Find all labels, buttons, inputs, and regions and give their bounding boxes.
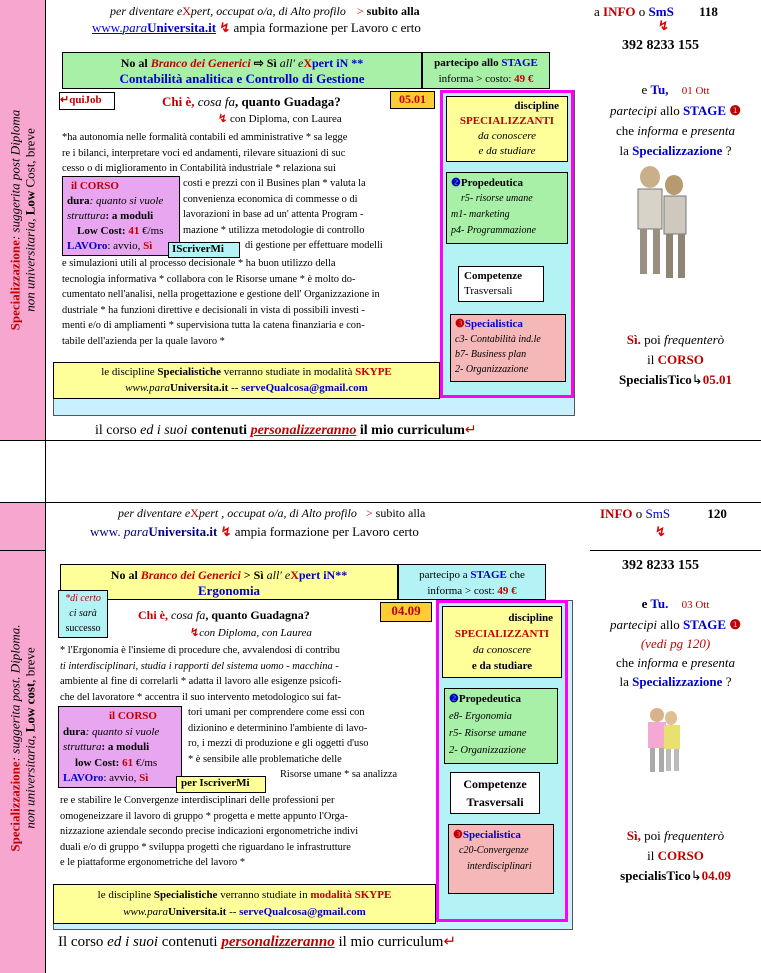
lightning-icon: ↯ xyxy=(190,627,200,639)
card2-code-badge: 04.09 xyxy=(380,602,432,622)
column-divider xyxy=(45,0,46,973)
iscrivermi-button[interactable]: per IscriverMi xyxy=(176,776,266,793)
card2-side-label: Specializzazione: suggerita post. Diploma. non universitaria, Low cost, breve xyxy=(7,623,38,852)
card1-body-middle: costi e prezzi con il Busines plan * valuta la convenienza economica di commesse o di lavorazioni in base ad un' attenta Program - mazione * utilizza metodologie di controllo di gestione per effettuare modelli xyxy=(183,178,383,251)
card1-si-text: Sì. poi frequenterò il CORSO SpecialisTico↳05.01 xyxy=(619,332,732,387)
card2-body-top: * l'Ergonomia è l'insieme di procedure che, avvalendosi di contribu ti interdisciplinari, studia i rapporti del sistema uomo - macchina - ambiente al fine di correlarli * adatta il lavoro alle esigenze psicofi- che del lavoratore * accentra il suo intervento metodologico sui fat- xyxy=(60,645,342,703)
card1-header-line2: www.paraUniversita.it ↯ ampia formazione per Lavoro c erto xyxy=(92,20,421,35)
card2-title-box: No al Branco dei Generici > Sì all' eXpert iN** Ergonomia xyxy=(60,564,398,600)
card2-dicerto-box: *di certo ci sarà successo xyxy=(58,590,108,638)
card2-si-text: Sì, poi frequenterò il CORSO specialisTico↳04.09 xyxy=(620,828,731,883)
card1-side-label: Specializzazione: suggerita post Diploma non universitaria, Low Cost, breve xyxy=(7,109,38,331)
card1-site-link[interactable]: www.paraUniversita.it xyxy=(92,20,217,35)
card1-body-bottom: e simulazioni utili al processo decisionale * ha buon utilizzo della tecnologia informativa * collabora con le Risorse umane * è molto do- cumentato nell'analisi, nella progettazione e gestione dell' Organizzazione in dustriale * ha funzioni direttive e decisionali in vista di possibili investi - menti e/o di ampliamenti * supervisiona tutta la catena finanziaria e con- tabile dell'azienda per la quale lavoro * xyxy=(62,258,380,347)
card2-specialistica-box: ❸Specialistica c20-Convergenze interdisciplinari xyxy=(448,824,554,894)
iscrivermi-button[interactable]: IScriverMi xyxy=(168,242,240,258)
card1-right-text: e Tu, 01 Ott partecipi allo STAGE ❶ che informa e presenta la Specializzazione ? xyxy=(610,82,741,158)
card2-stage-box: partecipo a STAGE che informa > cost: 49 € xyxy=(398,564,546,600)
card2-phone: 392 8233 155 xyxy=(622,558,699,573)
card2-question: Chi è, cosa fa, quanto Guadagna? xyxy=(138,608,310,622)
card2-body-bottom: re e stabilire le Convergenze interdisciplinari delle professioni per omogeneizzare il lavoro di gruppo * progetta e mette appunto l'Orga- nizzazione aziendale secondo precise indicazioni ergonometriche indivi duali e/o di gruppo * sviluppa progetti che riguardano le infrastrutture e le piattaforme ergonometriche del lavoro * xyxy=(60,795,359,868)
email-link[interactable]: serveQualcosa@gmail.com xyxy=(241,382,368,394)
card1-title-box: No al Branco dei Generici ⇨ Sì all' eXpert iN ** Contabilità analitica e Controllo di Gestione xyxy=(62,52,422,89)
quijob-link[interactable]: ↵quiJob xyxy=(59,92,115,110)
card2-competenze-box: Competenze Trasversali xyxy=(450,772,540,814)
lightning-icon: ↯ xyxy=(658,18,669,33)
email-link[interactable]: serveQualcosa@gmail.com xyxy=(239,906,366,918)
card2-right-text: e Tu. 03 Ott partecipi allo STAGE ❶ (vedi pg 120) che informa e presenta la Specializzazione ? xyxy=(610,596,741,689)
lightning-icon: ↯ xyxy=(218,113,228,125)
card1-competenze-box: Competenze Trasversali xyxy=(458,266,544,302)
badge-icon: ❶ xyxy=(729,617,741,632)
card1-stage-box: partecipo allo STAGE informa > costo: 49 € xyxy=(422,52,550,89)
card2-discipline-box: discipline SPECIALIZZANTI da conoscere e da studiare xyxy=(442,606,562,678)
card2-subtitle: ↯con Diploma, con Laurea xyxy=(190,627,312,639)
card1-subtitle: ↯ con Diploma, con Laurea xyxy=(218,113,342,125)
right-tick xyxy=(590,550,761,551)
card2-header-line2: www. paraUniversita.it ↯ ampia formazione per Lavoro certo xyxy=(90,524,419,539)
card2-header-line1: per diventare eXpert , occupat o/a, di Alto profilo > subito alla xyxy=(118,506,426,520)
card1-discipline-box: discipline SPECIALIZZANTI da conoscere e da studiare xyxy=(446,96,568,162)
card-separator-top xyxy=(0,440,761,441)
card1-footer: il corso ed i suoi contenuti personalizzeranno il mio curriculum↵ xyxy=(95,423,477,438)
card1-info-line: a INFO o SmS 118 xyxy=(594,4,718,19)
card1-propedeutica-box: ❷Propedeutica r5- risorse umane m1- marketing p4- Programmazione xyxy=(446,172,568,244)
lightning-icon: ↯ xyxy=(219,20,231,35)
card2-info-line: INFO o SmS 120 xyxy=(600,506,727,521)
card1-body-top: *ha autonomia nelle formalità contabili ed amministrative * sa legge re i bilanci, interpretare voci ed andamenti, rilevare situazioni di suc cesso o di miglioramento in Contabilità industriale * relaziona sui xyxy=(62,132,348,174)
lightning-icon: ↯ xyxy=(655,524,666,539)
figures-illustration xyxy=(626,163,696,288)
card2-body-middle: tori umani per comprendere come essi con dizionino e determinino l'ambiente di lavo- ro, i mezzi di produzione e gli oggetti d'uso * è sensibile alle problematiche delle Risorse umane * sa analizza xyxy=(188,707,398,780)
card1-corso-box: il CORSO dura: quanto si vuole struttura: a moduli Low Cost: 41 €/ms LAVOro: avvio, Sì xyxy=(62,176,180,256)
figures-illustration xyxy=(640,706,686,776)
card1-question: Chi è, cosa fa, quanto Guadaga? xyxy=(162,94,341,109)
card1-skype-box: le discipline Specialistiche verranno studiate in modalità SKYPE www.paraUniversita.it -- serveQualcosa@gmail.com xyxy=(53,362,440,399)
card2-skype-box: le discipline Specialistiche verranno studiate in modalità SKYPE www.paraUniversita.it -- serveQualcosa@gmail.com xyxy=(53,884,436,924)
card2-propedeutica-box: ❷Propedeutica e8- Ergonomia r5- Risorse umane 2- Organizzazione xyxy=(444,688,558,764)
card1-phone: 392 8233 155 xyxy=(622,38,699,53)
card2-corso-box: il CORSO dura: quanto si vuole struttura: a moduli low Cost: 61 €/ms LAVOro: avvio, Sì xyxy=(58,706,182,788)
card2-footer: Il corso ed i suoi contenuti personalizzeranno il mio curriculum↵ xyxy=(58,934,457,950)
card-separator-bottom xyxy=(0,502,761,503)
badge-icon: ❷ xyxy=(451,177,461,189)
lightning-icon: ↯ xyxy=(220,524,232,539)
badge-icon: ❶ xyxy=(729,103,741,118)
badge-icon: ❷ xyxy=(449,693,459,705)
card1-header-line1: per diventare eXpert, occupat o/a, di Alto profilo > subito alla xyxy=(110,4,420,18)
card2-site-link[interactable]: www. paraUniversita.it xyxy=(90,524,218,539)
badge-icon: ❸ xyxy=(455,318,465,330)
badge-icon: ❸ xyxy=(453,829,463,841)
card1-code-badge: 05.01 xyxy=(390,91,435,109)
card1-specialistica-box: ❸Specialistica c3- Contabilità ind.le b7- Business plan 2- Organizzazione xyxy=(450,314,566,382)
